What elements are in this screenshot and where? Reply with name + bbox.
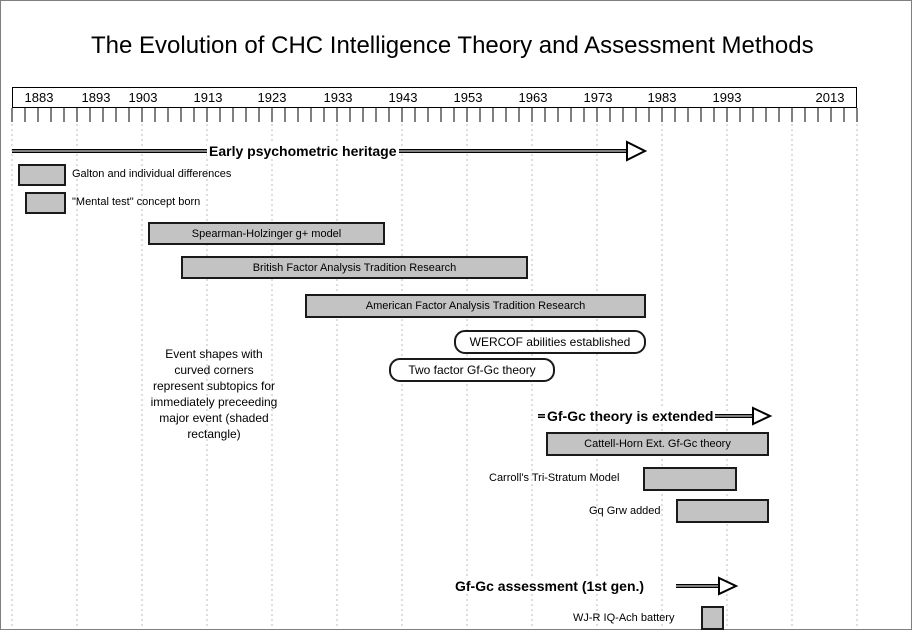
galton-bar	[18, 164, 66, 186]
year-label: 1883	[24, 90, 54, 105]
year-label: 1983	[647, 90, 677, 105]
axis-ticks	[12, 108, 857, 122]
year-label: 1923	[257, 90, 287, 105]
gq-grw-bar	[676, 499, 769, 523]
carroll-bar	[643, 467, 737, 491]
heading-gfgc-assessment: Gf-Gc assessment (1st gen.)	[455, 578, 645, 594]
heading-gfgc-extended: Gf-Gc theory is extended	[547, 408, 714, 424]
american-bar: American Factor Analysis Tradition Research	[305, 294, 646, 318]
year-label: 1893	[81, 90, 111, 105]
cattell-horn-bar: Cattell-Horn Ext. Gf-Gc theory	[546, 432, 769, 456]
mental-test-label: "Mental test" concept born	[72, 196, 201, 208]
year-label: 1903	[128, 90, 158, 105]
carroll-label: Carroll's Tri-Stratum Model	[489, 472, 620, 484]
legend-note: Event shapes with curved corners represent subtopics for immediately preceeding major event (shaded rectangle)	[150, 347, 278, 441]
year-label: 1993	[712, 90, 742, 105]
year-label: 1913	[193, 90, 223, 105]
wjr-label: WJ-R IQ-Ach battery	[573, 612, 675, 624]
british-bar: British Factor Analysis Tradition Research	[181, 256, 528, 279]
wjr-bar	[701, 606, 724, 630]
wercof-pill: WERCOF abilities established	[454, 330, 646, 354]
year-label: 1953	[453, 90, 483, 105]
year-label: 1963	[518, 90, 548, 105]
heading-early-heritage: Early psychometric heritage	[209, 143, 397, 159]
gq-grw-label: Gq Grw added	[589, 505, 661, 517]
spearman-bar: Spearman-Holzinger g+ model	[148, 222, 385, 245]
year-label: 2013	[815, 90, 845, 105]
two-factor-pill: Two factor Gf-Gc theory	[389, 358, 555, 382]
galton-label: Galton and individual differences	[72, 168, 232, 180]
year-label: 1973	[583, 90, 613, 105]
chart-title: The Evolution of CHC Intelligence Theory and Assessment Methods	[91, 32, 814, 59]
year-label: 1933	[323, 90, 353, 105]
mental-test-bar	[25, 192, 66, 214]
year-label: 1943	[388, 90, 418, 105]
